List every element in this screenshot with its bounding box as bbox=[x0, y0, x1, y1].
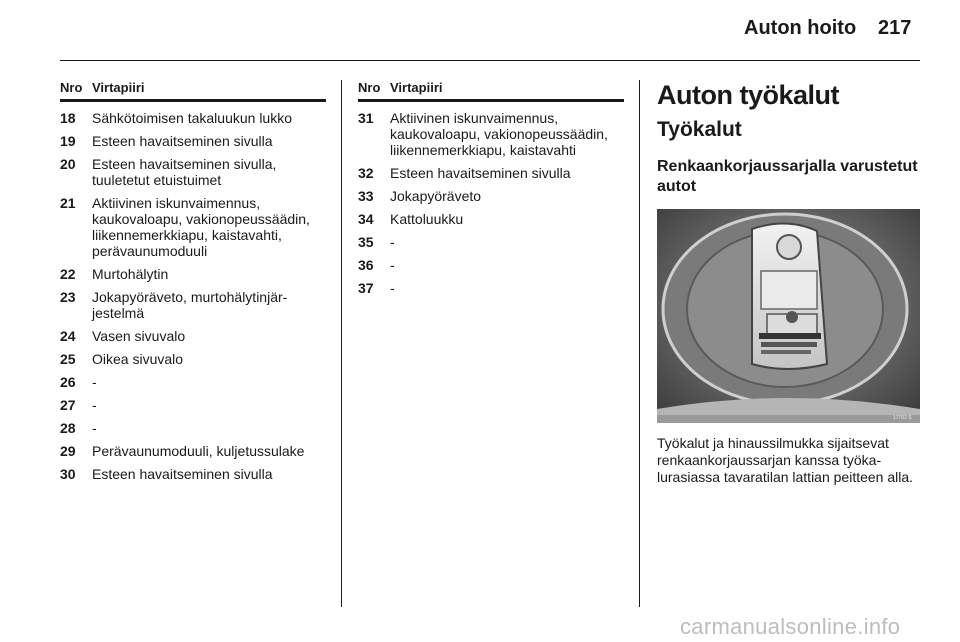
column-divider bbox=[639, 80, 640, 607]
fuse-number: 20 bbox=[60, 156, 76, 172]
table-header bbox=[60, 80, 326, 102]
fuse-row bbox=[60, 266, 326, 282]
fuse-number: 33 bbox=[358, 188, 374, 204]
circuit-name: Perävaunumoduuli, kuljetussulake bbox=[92, 443, 305, 459]
image-code: 17702 S bbox=[893, 415, 912, 421]
fuse-row bbox=[60, 156, 326, 188]
circuit-name: Murtohälytin bbox=[92, 266, 169, 282]
circuit-name: Kattoluukku bbox=[390, 211, 464, 227]
circuit-name: Sähkötoimisen takaluukun lukko bbox=[92, 110, 293, 126]
fuse-number: 21 bbox=[60, 195, 76, 211]
circuit-name: Jokapyöräveto, murtohälytinjärjestelmä bbox=[92, 289, 288, 321]
page-number: 217 bbox=[878, 17, 912, 39]
circuit-name: Aktiivinen iskunvaimennus, kaukovaloapu, vakionopeussäädin, liikennemerkkiapu, kaistavahti bbox=[390, 110, 608, 158]
fuse-table-left bbox=[60, 80, 326, 482]
fuse-row bbox=[358, 188, 624, 204]
fuse-number: 27 bbox=[60, 397, 76, 413]
fuse-number: 37 bbox=[358, 280, 374, 296]
fuse-row bbox=[60, 374, 326, 390]
fuse-row bbox=[358, 165, 624, 181]
fuse-row bbox=[358, 257, 624, 273]
fuse-number: 25 bbox=[60, 351, 76, 367]
fuse-row bbox=[60, 110, 326, 126]
circuit-name: - bbox=[390, 257, 395, 273]
fuse-row bbox=[60, 397, 326, 413]
circuit-name: Vasen sivuvalo bbox=[92, 328, 186, 344]
tools-section bbox=[657, 80, 922, 486]
fuse-row bbox=[60, 443, 326, 459]
fuse-number: 19 bbox=[60, 133, 76, 149]
circuit-name: - bbox=[92, 420, 97, 436]
photo-caption: Työkalut ja hinaussilmukka sijaitsevat renkaankorjaussarjan kanssa työkalurasiassa tavaratilan lattian peitteen alla. bbox=[657, 435, 914, 485]
fuse-row bbox=[60, 351, 326, 367]
circuit-name: - bbox=[92, 397, 97, 413]
table-header bbox=[358, 80, 624, 102]
circuit-name: Oikea sivuvalo bbox=[92, 351, 184, 367]
section-subheading: Työkalut bbox=[657, 118, 742, 141]
fuse-number: 29 bbox=[60, 443, 76, 459]
header-nro: Nro bbox=[60, 80, 83, 95]
fuse-number: 35 bbox=[358, 234, 374, 250]
circuit-name: Jokapyöräveto bbox=[390, 188, 482, 204]
fuse-number: 26 bbox=[60, 374, 76, 390]
fuse-number: 30 bbox=[60, 466, 76, 482]
circuit-name: Esteen havaitseminen sivulla, tuuletetut etuistuimet bbox=[92, 156, 277, 188]
circuit-name: Esteen havaitseminen sivulla bbox=[390, 165, 571, 181]
watermark: carmanualsonline.info bbox=[680, 614, 901, 639]
fuse-number: 24 bbox=[60, 328, 76, 344]
circuit-name: - bbox=[390, 234, 395, 250]
fuse-row bbox=[358, 211, 624, 227]
section-heading: Auton työkalut bbox=[657, 80, 839, 110]
fuse-number: 31 bbox=[358, 110, 374, 126]
fuse-row bbox=[60, 328, 326, 344]
tool-box-photo bbox=[657, 209, 920, 423]
circuit-name: - bbox=[390, 280, 395, 296]
header-virtapiiri: Virtapiiri bbox=[92, 80, 145, 95]
header-nro: Nro bbox=[358, 80, 381, 95]
fuse-row bbox=[358, 234, 624, 250]
header-virtapiiri: Virtapiiri bbox=[390, 80, 443, 95]
fuse-number: 18 bbox=[60, 110, 76, 126]
circuit-name: Esteen havaitseminen sivulla bbox=[92, 133, 273, 149]
fuse-number: 34 bbox=[358, 211, 374, 227]
fuse-row bbox=[60, 133, 326, 149]
fuse-row bbox=[60, 195, 326, 259]
header-rule bbox=[60, 60, 920, 61]
circuit-name: - bbox=[92, 374, 97, 390]
column-divider bbox=[341, 80, 342, 607]
page-header-title: Auton hoito bbox=[744, 17, 857, 39]
fuse-number: 22 bbox=[60, 266, 76, 282]
fuse-number: 36 bbox=[358, 257, 374, 273]
section-subsubheading: Renkaankorjaussarjalla varustetut autot bbox=[657, 158, 918, 195]
fuse-row bbox=[60, 466, 326, 482]
fuse-row bbox=[358, 110, 624, 158]
fuse-table-right bbox=[358, 80, 624, 296]
fuse-row bbox=[358, 280, 624, 296]
circuit-name: Aktiivinen iskunvaimennus, kaukovaloapu, vakionopeussäädin, liikennemerkkiapu, kaistavahti, perävaunumoduuli bbox=[92, 195, 310, 259]
fuse-number: 28 bbox=[60, 420, 76, 436]
fuse-number: 23 bbox=[60, 289, 76, 305]
fuse-number: 32 bbox=[358, 165, 374, 181]
fuse-row bbox=[60, 420, 326, 436]
circuit-name: Esteen havaitseminen sivulla bbox=[92, 466, 273, 482]
fuse-row bbox=[60, 289, 326, 321]
